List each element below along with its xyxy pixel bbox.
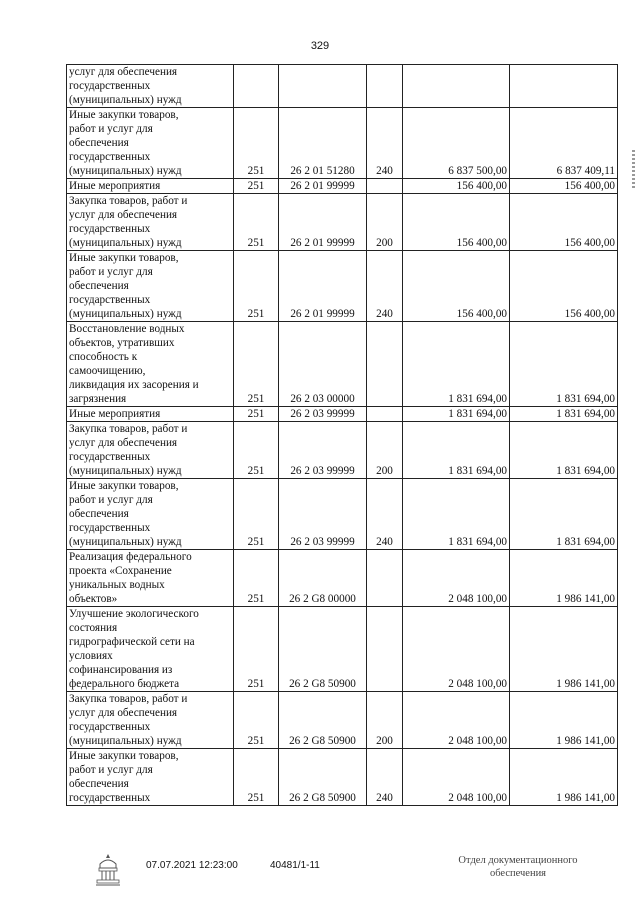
table-row [67, 322, 618, 407]
row-name-line: работ и услуг для [69, 764, 153, 776]
target-code-cell: 26 2 G8 50900 [279, 692, 367, 749]
table-row [67, 194, 618, 251]
row-name-cell [67, 322, 234, 407]
target-code-cell: 26 2 G8 50900 [279, 607, 367, 692]
section-code-cell: 251 [234, 422, 279, 479]
executed-sum-cell: 156 400,00 [510, 194, 618, 251]
target-code-cell: 26 2 G8 50900 [279, 749, 367, 806]
row-name-line: Иные мероприятия [69, 180, 161, 192]
planned-sum-cell: 156 400,00 [403, 251, 510, 322]
table-row [67, 108, 618, 179]
row-name-line: услуг для обеспечения [69, 437, 178, 449]
section-code-cell: 251 [234, 479, 279, 550]
row-name-line: Иные мероприятия [69, 408, 161, 420]
expense-type-cell: 240 [367, 108, 403, 179]
target-code-cell: 26 2 01 51280 [279, 108, 367, 179]
row-name-line: государственных [69, 721, 151, 733]
row-name-line: государственных [69, 151, 151, 163]
target-code-cell: 26 2 01 99999 [279, 194, 367, 251]
row-name-line: ликвидация их засорения и [69, 379, 199, 391]
executed-sum-cell [510, 65, 618, 108]
row-name-cell [67, 550, 234, 607]
expense-type-cell [367, 179, 403, 194]
executed-sum-cell: 1 986 141,00 [510, 692, 618, 749]
row-name-line: (муниципальных) нужд [69, 465, 182, 477]
expense-type-cell: 240 [367, 479, 403, 550]
row-name-line: Иные закупки товаров, [69, 109, 179, 121]
row-name-line: Иные закупки товаров, [69, 750, 179, 762]
planned-sum-cell: 1 831 694,00 [403, 322, 510, 407]
row-name-cell [67, 749, 234, 806]
row-name-line: обеспечения [69, 280, 129, 292]
row-name-line: Иные закупки товаров, [69, 480, 179, 492]
row-name-line: работ и услуг для [69, 266, 153, 278]
target-code-cell: 26 2 01 99999 [279, 251, 367, 322]
planned-sum-cell: 156 400,00 [403, 194, 510, 251]
scan-edge-mark [632, 150, 635, 188]
executed-sum-cell: 6 837 409,11 [510, 108, 618, 179]
planned-sum-cell: 2 048 100,00 [403, 749, 510, 806]
row-name-line: состояния [69, 622, 118, 634]
row-name-line: работ и услуг для [69, 123, 153, 135]
planned-sum-cell: 1 831 694,00 [403, 407, 510, 422]
row-name-cell [67, 479, 234, 550]
row-name-cell [67, 194, 234, 251]
row-name-line: способность к [69, 351, 138, 363]
row-name-cell [67, 407, 234, 422]
page-footer [0, 852, 640, 892]
row-name-line: государственных [69, 223, 151, 235]
row-name-line: государственных [69, 792, 151, 804]
row-name-line: (муниципальных) нужд [69, 237, 182, 249]
row-name-line: услуг для обеспечения [69, 707, 178, 719]
expense-type-cell: 240 [367, 749, 403, 806]
expense-type-cell [367, 407, 403, 422]
department-stamp [438, 854, 598, 880]
planned-sum-cell: 2 048 100,00 [403, 607, 510, 692]
row-name-line: условиях [69, 650, 113, 662]
expense-type-cell [367, 550, 403, 607]
row-name-cell [67, 422, 234, 479]
target-code-cell: 26 2 03 99999 [279, 479, 367, 550]
section-code-cell: 251 [234, 607, 279, 692]
executed-sum-cell: 1 831 694,00 [510, 422, 618, 479]
executed-sum-cell: 1 831 694,00 [510, 322, 618, 407]
executed-sum-cell: 1 986 141,00 [510, 749, 618, 806]
target-code-cell: 26 2 03 00000 [279, 322, 367, 407]
section-code-cell: 251 [234, 692, 279, 749]
target-code-cell: 26 2 03 99999 [279, 422, 367, 479]
row-name-line: самоочищению, [69, 365, 146, 377]
row-name-line: услуг для обеспечения [69, 66, 178, 78]
executed-sum-cell: 1 831 694,00 [510, 479, 618, 550]
stamp-line-2: обеспечения [489, 868, 547, 879]
row-name-line: работ и услуг для [69, 494, 153, 506]
row-name-cell [67, 692, 234, 749]
table-row [67, 422, 618, 479]
target-code-cell: 26 2 G8 00000 [279, 550, 367, 607]
table-row [67, 65, 618, 108]
row-name-line: Закупка товаров, работ и [69, 195, 188, 207]
row-name-line: (муниципальных) нужд [69, 735, 182, 747]
row-name-line: объектов, утративших [69, 337, 175, 349]
row-name-line: (муниципальных) нужд [69, 94, 182, 106]
section-code-cell: 251 [234, 194, 279, 251]
emblem-icon [94, 852, 122, 888]
planned-sum-cell: 6 837 500,00 [403, 108, 510, 179]
table-row [67, 479, 618, 550]
table-row [67, 251, 618, 322]
planned-sum-cell [403, 65, 510, 108]
row-name-line: обеспечения [69, 137, 129, 149]
target-code-cell: 26 2 03 99999 [279, 407, 367, 422]
expense-type-cell [367, 65, 403, 108]
row-name-cell [67, 607, 234, 692]
expense-type-cell: 240 [367, 251, 403, 322]
footer-date: 07.07.2021 12:23:00 [146, 860, 238, 871]
section-code-cell: 251 [234, 251, 279, 322]
row-name-line: услуг для обеспечения [69, 209, 178, 221]
row-name-cell [67, 65, 234, 108]
expense-type-cell [367, 322, 403, 407]
planned-sum-cell: 1 831 694,00 [403, 422, 510, 479]
row-name-cell [67, 108, 234, 179]
section-code-cell: 251 [234, 407, 279, 422]
table-row [67, 607, 618, 692]
row-name-cell [67, 179, 234, 194]
row-name-line: государственных [69, 451, 151, 463]
row-name-line: проекта «Сохранение [69, 565, 172, 577]
section-code-cell: 251 [234, 179, 279, 194]
row-name-line: обеспечения [69, 508, 129, 520]
table-row [67, 692, 618, 749]
planned-sum-cell: 2 048 100,00 [403, 550, 510, 607]
budget-table-body [67, 65, 618, 806]
table-row [67, 179, 618, 194]
row-name-line: (муниципальных) нужд [69, 165, 182, 177]
target-code-cell: 26 2 01 99999 [279, 179, 367, 194]
row-name-line: загрязнения [69, 393, 127, 405]
row-name-line: государственных [69, 294, 151, 306]
row-name-line: Улучшение экологического [69, 608, 199, 620]
row-name-line: объектов» [69, 593, 118, 605]
executed-sum-cell: 156 400,00 [510, 251, 618, 322]
table-row [67, 749, 618, 806]
table-row [67, 550, 618, 607]
planned-sum-cell: 2 048 100,00 [403, 692, 510, 749]
executed-sum-cell: 1 986 141,00 [510, 550, 618, 607]
executed-sum-cell: 1 831 694,00 [510, 407, 618, 422]
row-name-line: Закупка товаров, работ и [69, 693, 188, 705]
row-name-line: государственных [69, 80, 151, 92]
target-code-cell [279, 65, 367, 108]
page-number: 329 [310, 40, 330, 52]
executed-sum-cell: 156 400,00 [510, 179, 618, 194]
row-name-line: Иные закупки товаров, [69, 252, 179, 264]
expense-type-cell: 200 [367, 692, 403, 749]
row-name-line: Реализация федерального [69, 551, 192, 563]
row-name-line: софинансирования из [69, 664, 173, 676]
footer-doc-number: 40481/1-11 [270, 860, 320, 871]
row-name-line: федерального бюджета [69, 678, 180, 690]
section-code-cell [234, 65, 279, 108]
row-name-line: Закупка товаров, работ и [69, 423, 188, 435]
row-name-cell [67, 251, 234, 322]
row-name-line: (муниципальных) нужд [69, 308, 182, 320]
section-code-cell: 251 [234, 108, 279, 179]
expense-type-cell [367, 607, 403, 692]
stamp-line-1: Отдел документационного [458, 855, 578, 866]
row-name-line: обеспечения [69, 778, 129, 790]
section-code-cell: 251 [234, 749, 279, 806]
section-code-cell: 251 [234, 550, 279, 607]
budget-table [66, 64, 618, 806]
expense-type-cell: 200 [367, 194, 403, 251]
row-name-line: гидрографической сети на [69, 636, 195, 648]
expense-type-cell: 200 [367, 422, 403, 479]
section-code-cell: 251 [234, 322, 279, 407]
row-name-line: уникальных водных [69, 579, 165, 591]
row-name-line: Восстановление водных [69, 323, 185, 335]
planned-sum-cell: 1 831 694,00 [403, 479, 510, 550]
executed-sum-cell: 1 986 141,00 [510, 607, 618, 692]
table-row [67, 407, 618, 422]
row-name-line: государственных [69, 522, 151, 534]
row-name-line: (муниципальных) нужд [69, 536, 182, 548]
planned-sum-cell: 156 400,00 [403, 179, 510, 194]
